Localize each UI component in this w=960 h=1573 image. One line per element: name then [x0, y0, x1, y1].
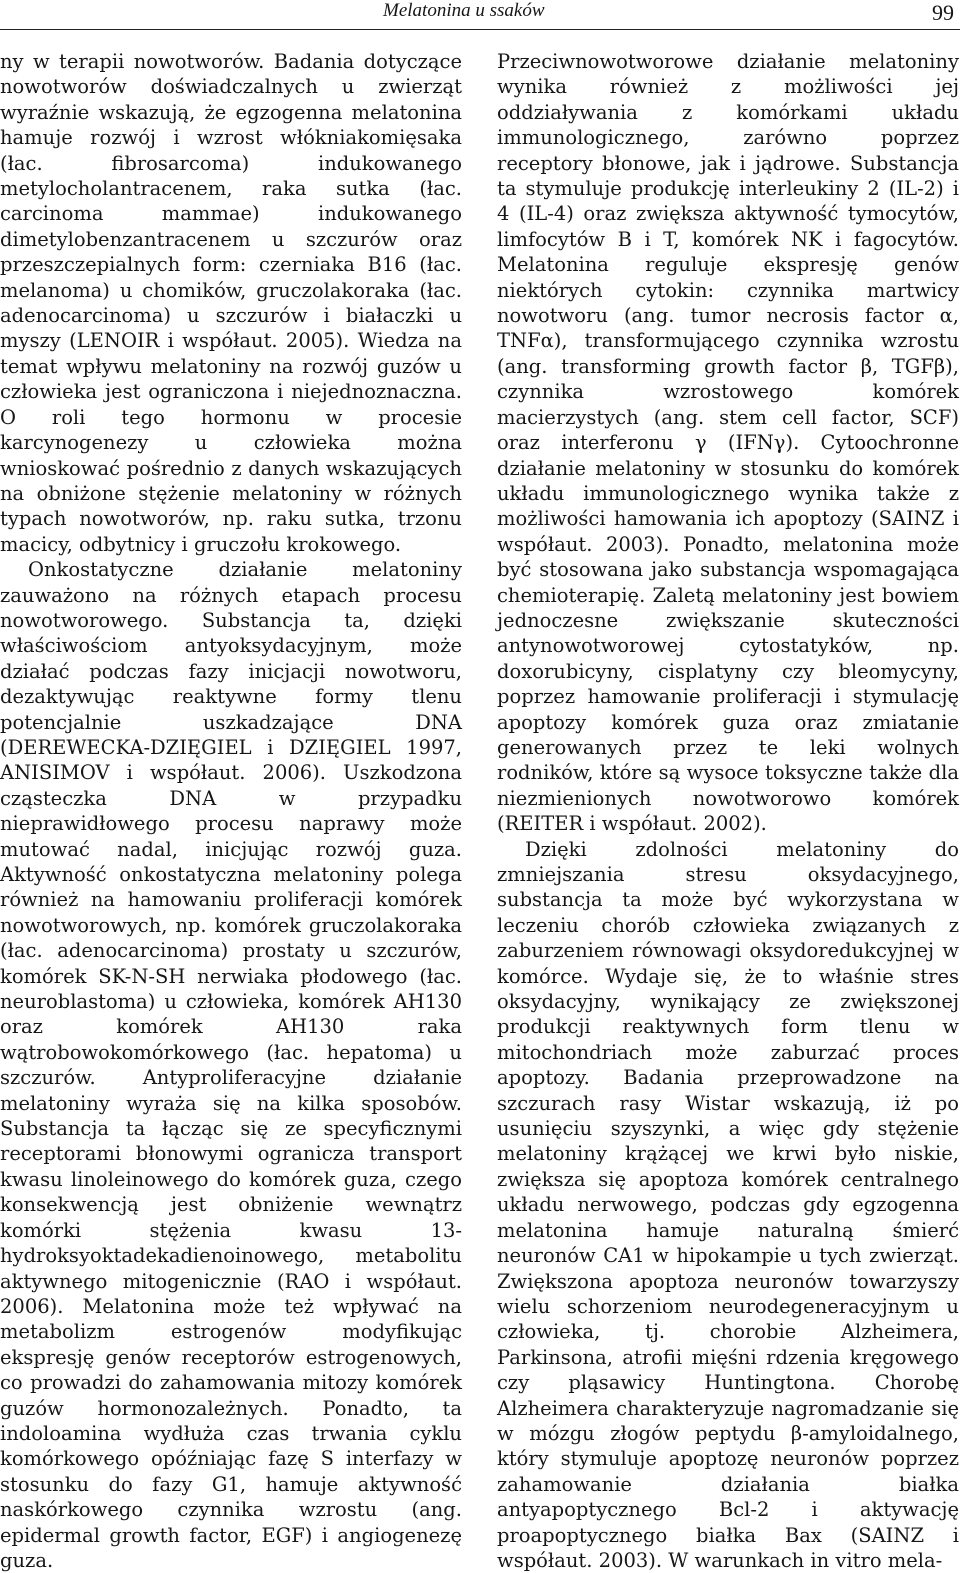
left-paragraph-1: ny w terapii nowotworów. Badania dotyczące nowotworów doświadczalnych u zwierząt wyraźnie wskazują, że egzogenna melatonina hamuje rozwój i wzrost włókniakomięsaka (łac. fibrosarcoma) indukowanego metylocholantracenem, raka sutka (łac. carcinoma mammae) indukowanego dimetylobenzantracenem u szczurów oraz przeszczepialnych form: czerniaka B16 (łac. melanoma) u chomików, gruczolakoraka (łac. adenocarcinoma) u szczurów i białaczki u myszy (LENOIR i współaut. 2005). Wiedza na temat wpływu melatoniny na rozwój guzów u człowieka jest ograniczona i niejednoznaczna. O roli tego hormonu w procesie karcynogenezy u człowieka można wnioskować pośrednio z danych wskazujących na obniżone stężenie melatoniny w różnych typach nowotworów, np. raku sutka, trzonu macicy, odbytnicy i gruczołu krokowego. — [0, 50, 462, 556]
header-rule — [0, 29, 960, 30]
page-number: 99 — [932, 0, 954, 25]
running-title: Melatonina u ssaków — [383, 0, 545, 21]
right-paragraph-1: Przeciwnowotworowe działanie melatoniny wynika również z możliwości jej oddziaływania z komórkami układu immunologicznego, zarówno poprzez receptory błonowe, jak i jądrowe. Substancja ta stymuluje produkcję interleukiny 2 (IL-2) i 4 (IL-4) oraz zwiększa aktywność tymocytów, limfocytów B i T, komórek NK i fagocytów. Melatonina reguluje ekspresję genów niektórych cytokin: czynnika martwicy nowotworu (ang. tumor necrosis factor α, TNFα), transformującego czynnika wzrostu (ang. transforming growth factor β, TGFβ), czynnika wzrostowego komórek macierzystych (ang. stem cell factor, SCF) oraz interferonu γ (IFNγ). Cytoochronne działanie melatoniny w stosunku do komórek układu immunologicznego wynika także z możliwości hamowania ich apoptozy (SAINZ i współaut. 2003). Ponadto, melatonina może być stosowana jako substancja wspomagająca chemioterapię. Zaletą melatoniny jest bowiem jednoczesne zwiększanie skuteczności antynowotworowej cytostatyków, np. doxorubicyny, cisplatyny czy bleomycyny, poprzez hamowanie proliferacji i stymulację apoptozy komórek guza oraz zmiatanie generowanych przez te leki wolnych rodników, które są wysoce toksyczne także dla niezmienionych nowotworowo komórek (REITER i współaut. 2002). — [497, 50, 959, 836]
left-paragraph-2: Onkostatyczne działanie melatoniny zauważono na różnych etapach procesu nowotworowego. Substancja ta, dzięki właściwościom antyoksydacyjnym, może działać podczas fazy inicjacji nowotworu, dezaktywując reaktywne formy tlenu potencjalnie uszkadzające DNA (DEREWECKA-DZIĘGIEL i DZIĘGIEL 1997, ANISIMOV i współaut. 2006). Uszkodzona cząsteczka DNA w przypadku nieprawidłowego procesu naprawy może mutować nadal, inicjując rozwój guza. Aktywność onkostatyczna melatoniny polega również na hamowaniu proliferacji komórek nowotworowych, np. komórek gruczolakoraka (łac. adenocarcinoma) prostaty u szczurów, komórek SK-N-SH nerwiaka płodowego (łac. neuroblastoma) u człowieka, komórek AH130 oraz komórek AH130 raka wątrobowokomórkowego (łac. hepatoma) u szczurów. Antyproliferacyjne działanie melatoniny wyraża się na kilka sposobów. Substancja ta łącząc się ze specyficznymi receptorami błonowymi ogranicza transport kwasu linoleinowego do komórek guza, czego konsekwencją jest obniżenie wewnątrz komórki stężenia kwasu 13-hydroksyoktadekadienoinowego, metabolitu aktywnego mitogenicznie (RAO i współaut. 2006). Melatonina może też wpływać na metabolizm estrogenów modyfikując ekspresję genów receptorów estrogenowych, co prowadzi do zahamowania mitozy komórek guzów hormonozależnych. Ponadto, ta indoloamina wydłuża czas trwania cyklu komórkowego opóźniając fazę S interfazy w stosunku do fazy G1, hamuje aktywność naskórkowego czynnika wzrostu (ang. epidermal growth factor, EGF) i angiogenezę guza. — [0, 558, 462, 1572]
left-column — [0, 49, 462, 1573]
right-paragraph-2: Dzięki zdolności melatoniny do zmniejszania stresu oksydacyjnego, substancja ta może być wykorzystana w leczeniu chorób człowieka związanych z zaburzeniem równowagi oksydoredukcyjnej w komórce. Wydaje się, że to właśnie stres oksydacyjny, wynikający ze zwiększonej produkcji reaktywnych form tlenu w mitochondriach może zaburzać proces apoptozy. Badania przeprowadzone na szczurach rasy Wistar wskazują, iż po usunięciu szyszynki, a więc gdy stężenie melatoniny krążącej we krwi było niskie, zwiększa się apoptoza komórek centralnego układu nerwowego, podczas gdy egzogenna melatonina hamuje naturalną śmierć neuronów CA1 w hipokampie u tych zwierząt. Zwiększona apoptoza neuronów towarzyszy wielu schorzeniom neurodegeneracyjnym u człowieka, tj. chorobie Alzheimera, Parkinsona, atrofii mięśni rdzenia kręgowego czy pląsawicy Huntingtona. Chorobę Alzheimera charakteryzuje nagromadzanie się w mózgu złogów peptydu β-amyloidalnego, który stymuluje apoptozę neuronów poprzez zahamowanie działania białka antyapoptycznego Bcl-2 i aktywację proapoptycznego białka Bax (SAINZ i współaut. 2003). W warunkach in vitro mela- — [497, 837, 959, 1572]
page-header — [0, 0, 960, 34]
right-column — [497, 49, 959, 1573]
